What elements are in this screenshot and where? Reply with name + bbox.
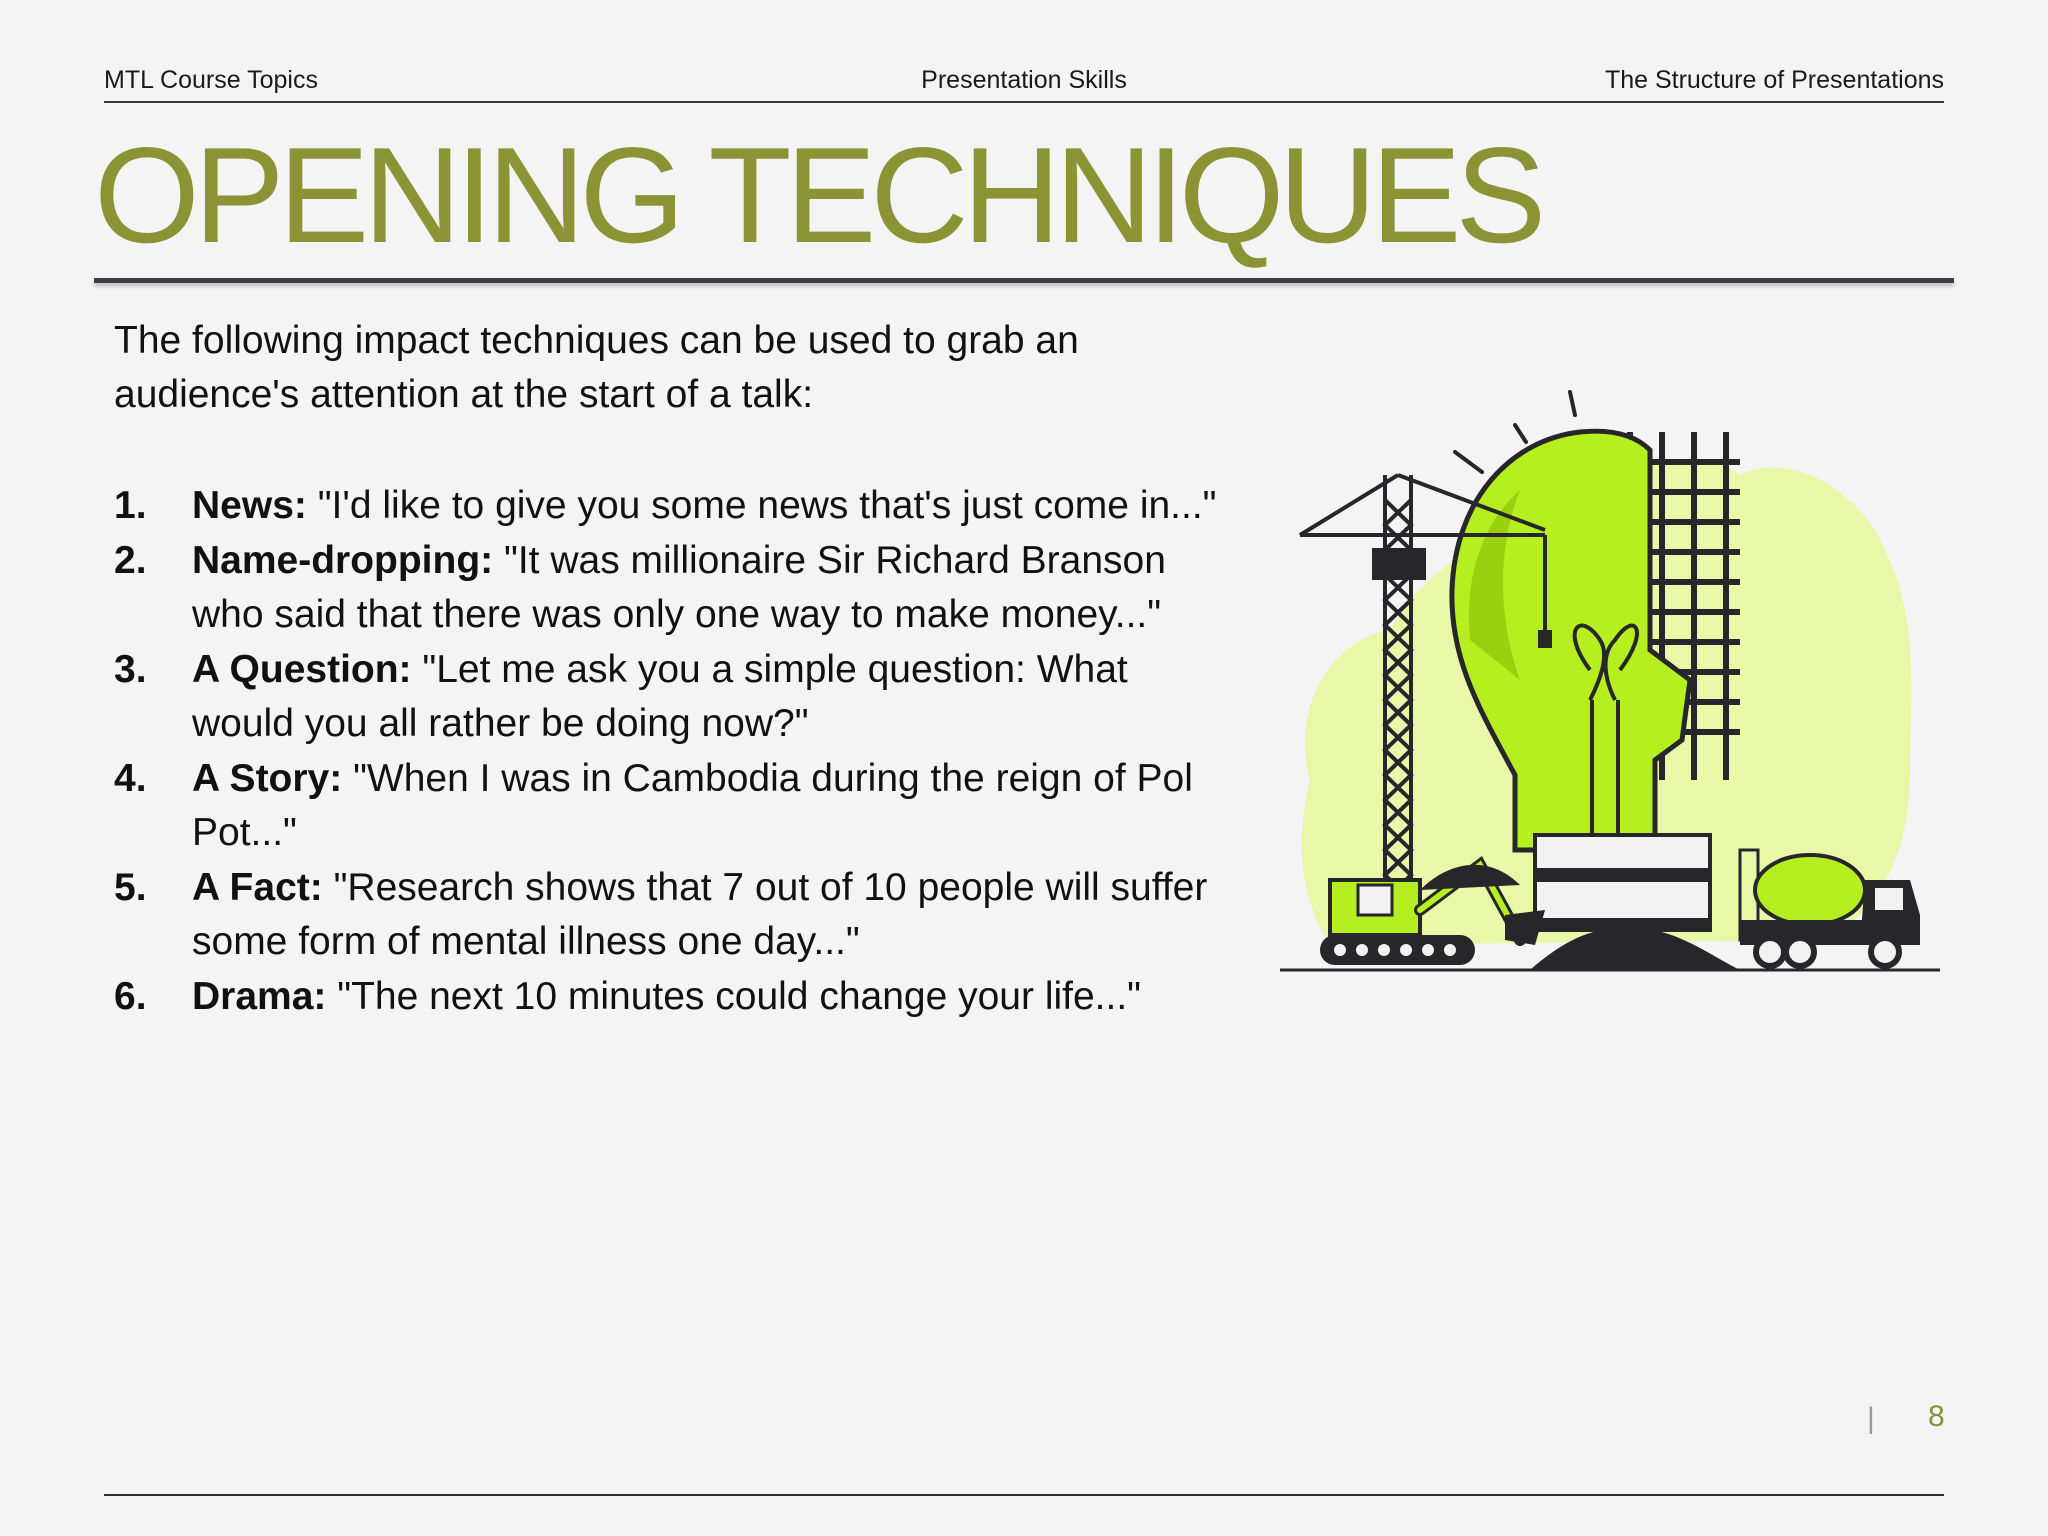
item-number: 6. xyxy=(114,974,147,1018)
bulb-base xyxy=(1535,835,1710,930)
item-number: 3. xyxy=(114,647,147,691)
item-text: "I'd like to give you some news that's just come in..." xyxy=(306,484,1217,527)
header-divider xyxy=(104,101,1944,103)
slide-header xyxy=(104,66,1944,102)
lightbulb-construction-illustration xyxy=(1270,380,1950,980)
slide-title: OPENING TECHNIQUES xyxy=(94,119,1541,271)
item-text: "When I was in Cambodia during the reign of Pol Pot..." xyxy=(192,756,1193,854)
cement-truck xyxy=(1740,850,1920,966)
item-label: Name-dropping: xyxy=(192,538,494,582)
crane-hook-block xyxy=(1538,630,1552,648)
item-label: Drama: xyxy=(192,974,327,1018)
item-number: 5. xyxy=(114,865,147,909)
header-presentation-skills: Presentation Skills xyxy=(921,66,1127,94)
title-divider xyxy=(94,278,1954,283)
list-item xyxy=(114,643,1224,752)
item-label: News: xyxy=(192,484,307,527)
intro-paragraph: The following impact techniques can be used to grab an audience's attention at the start of a talk: xyxy=(114,319,1079,416)
item-number: 1. xyxy=(114,484,147,527)
item-text: "Research shows that 7 out of 10 people will suffer some form of mental illness one day..." xyxy=(192,865,1208,963)
list-item xyxy=(114,861,1224,970)
techniques-list xyxy=(114,479,1224,1024)
page-number-separator: | xyxy=(1867,1402,1875,1435)
item-label: A Fact: xyxy=(192,865,323,909)
header-section-title: The Structure of Presentations xyxy=(1604,66,1944,94)
item-number: 2. xyxy=(114,538,147,582)
list-item xyxy=(114,970,1224,1025)
item-text: "The next 10 minutes could change your life..." xyxy=(326,974,1142,1018)
list-item xyxy=(114,534,1224,643)
crane-counterweight xyxy=(1372,548,1426,580)
item-label: A Story: xyxy=(192,756,343,800)
footer-divider xyxy=(104,1494,1944,1496)
item-text: "It was millionaire Sir Richard Branson who said that there was only one way to make money..." xyxy=(192,538,1166,636)
list-item xyxy=(114,479,1224,534)
item-number: 4. xyxy=(114,756,147,800)
page-number: 8 xyxy=(1928,1400,1945,1433)
item-label: A Question: xyxy=(192,647,412,691)
list-item xyxy=(114,752,1224,861)
item-text: "Let me ask you a simple question: What would you all rather be doing now?" xyxy=(192,647,1128,745)
header-course-topics: MTL Course Topics xyxy=(104,66,318,94)
